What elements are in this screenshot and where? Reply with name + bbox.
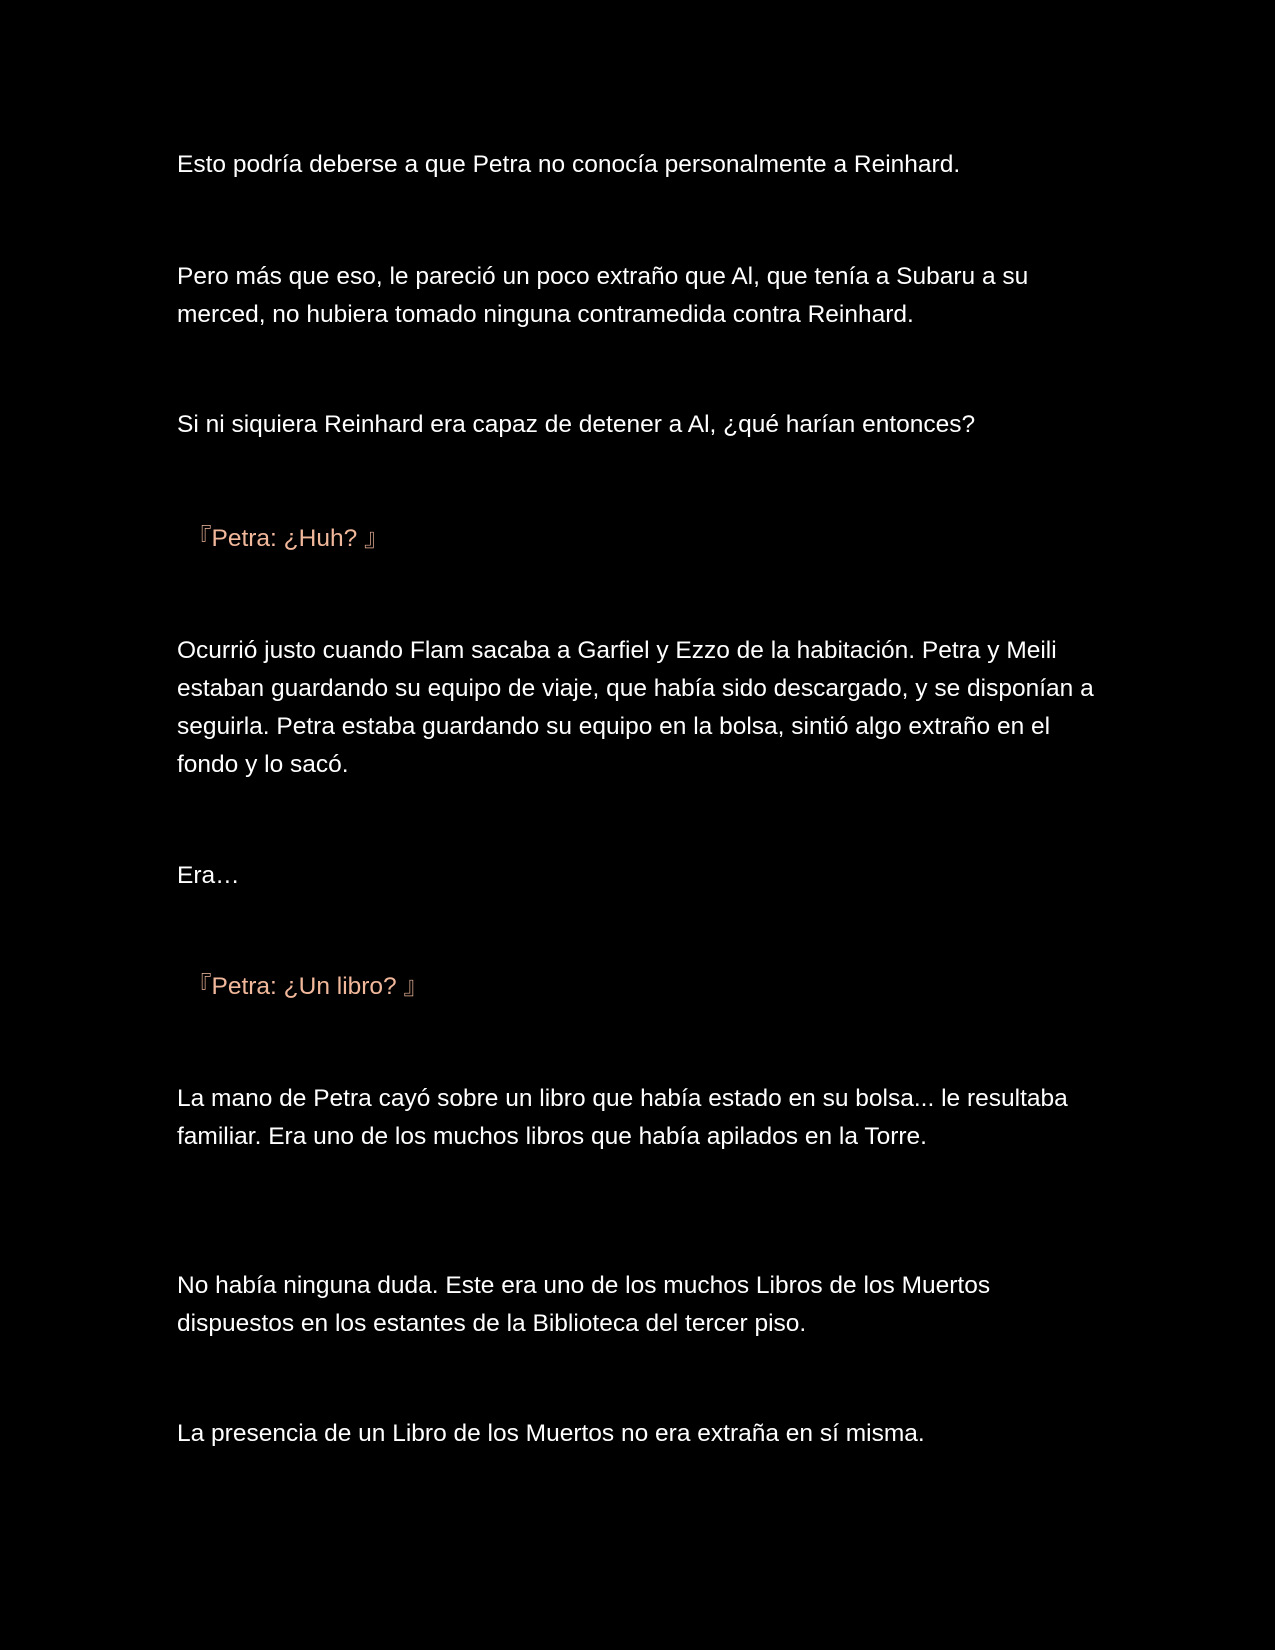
narration-paragraph: Era… xyxy=(177,862,240,889)
narration-paragraph: Esto podría deberse a que Petra no conocía personalmente a Reinhard. xyxy=(177,151,961,178)
narration-paragraph: No había ninguna duda. Este era uno de los muchos Libros de los Muertos dispuestos en los estantes de la Biblioteca del tercer piso. xyxy=(177,1272,991,1337)
narration-paragraph: La presencia de un Libro de los Muertos no era extraña en sí misma. xyxy=(177,1420,925,1447)
narration-paragraph: Si ni siquiera Reinhard era capaz de detener a Al, ¿qué harían entonces? xyxy=(177,411,976,438)
dialogue-line: 『Petra: ¿Huh? 』 xyxy=(187,525,389,552)
dialogue-line: 『Petra: ¿Un libro? 』 xyxy=(187,973,428,1000)
narration-paragraph: Ocurrió justo cuando Flam sacaba a Garfiel y Ezzo de la habitación. Petra y Meili estaban guardando su equipo de viaje, que había sido descargado, y se disponían a seguirla. Petra estaba guardando su equipo en la bolsa, sintió algo extraño en el fondo y lo sacó. xyxy=(177,637,1094,778)
narration-paragraph: Pero más que eso, le pareció un poco extraño que Al, que tenía a Subaru a su merced, no hubiera tomado ninguna contramedida contra Reinhard. xyxy=(177,263,1029,328)
narration-paragraph: La mano de Petra cayó sobre un libro que había estado en su bolsa... le resultaba familiar. Era uno de los muchos libros que había apilados en la Torre. xyxy=(177,1085,1068,1150)
